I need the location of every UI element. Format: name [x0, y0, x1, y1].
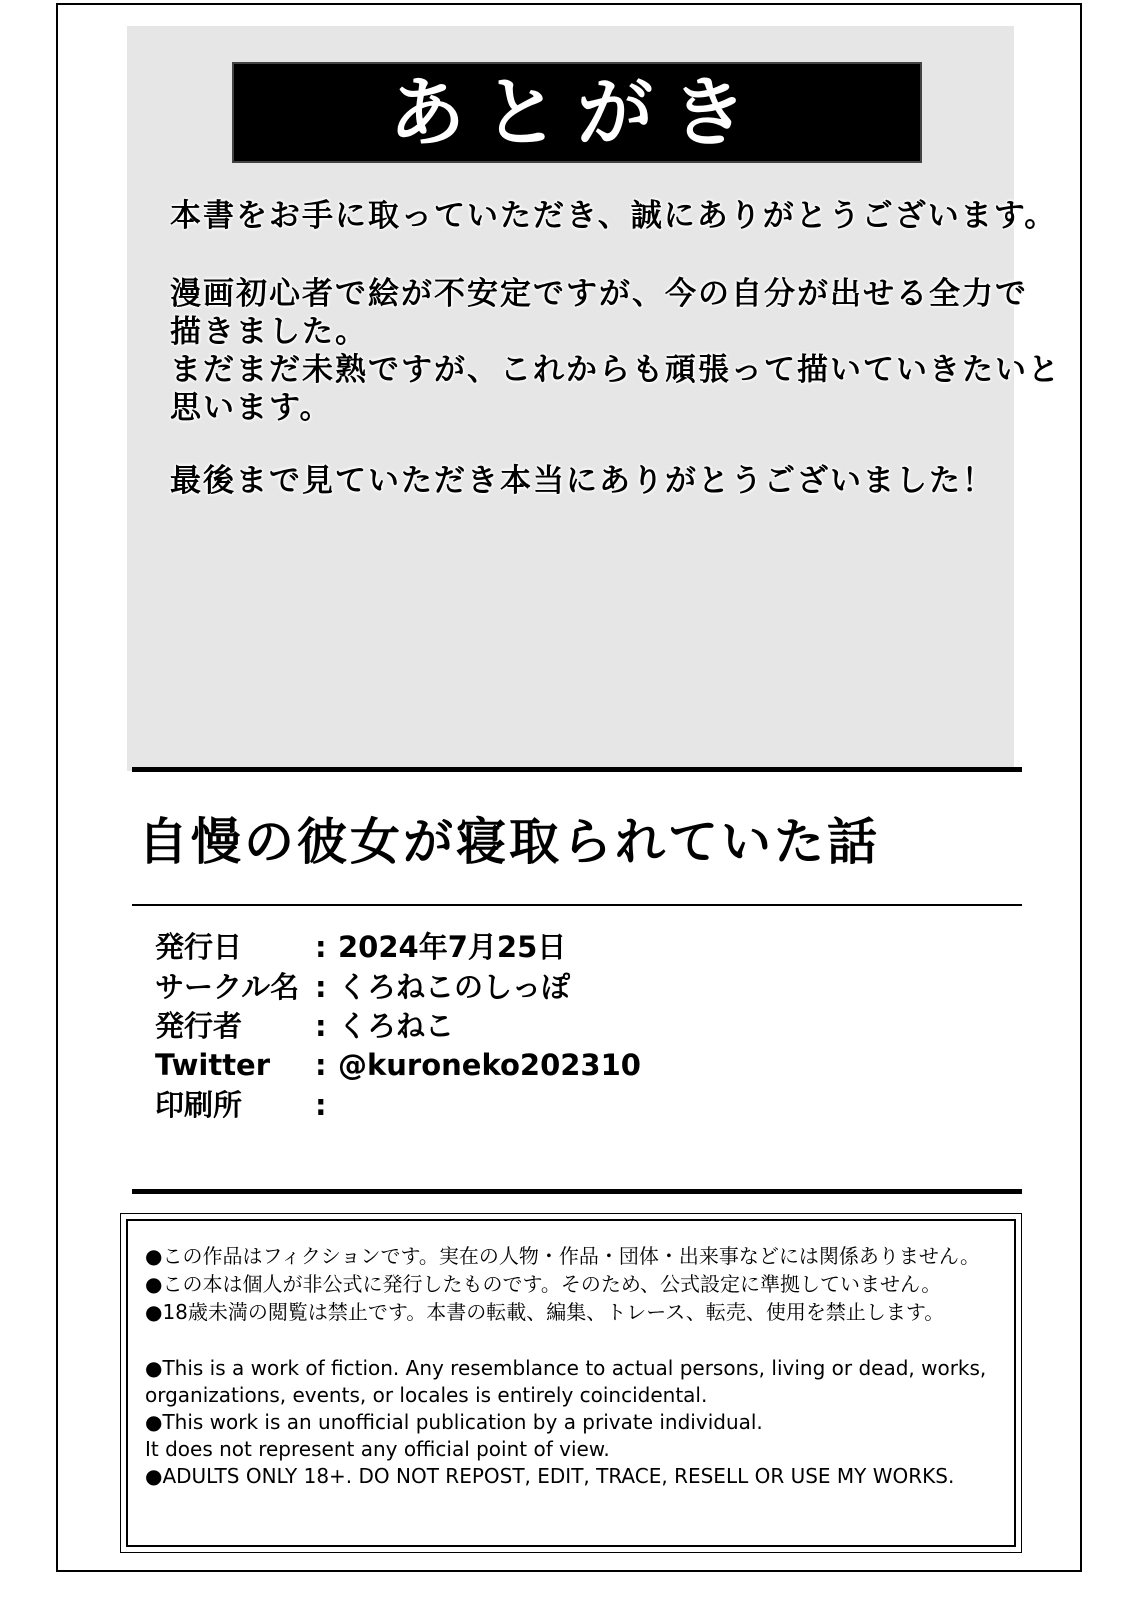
colophon-value: くろねこ [338, 1009, 455, 1043]
colophon-label: 発行日 [155, 930, 243, 964]
notice-line: ●この作品はフィクションです。実在の人物・作品・団体・出来事などには関係ありません。 [145, 1244, 981, 1268]
afterword-title: あとがき [389, 67, 765, 157]
colophon-separator: : [315, 1048, 327, 1082]
colophon-separator: : [315, 930, 327, 964]
notice-line: ●This work is an unofficial publication by a private individual. [145, 1410, 763, 1434]
afterword-line-thanks: 本書をお手に取っていただき、誠にありがとうございます。 [170, 198, 1058, 234]
colophon-label: サークル名 [155, 970, 300, 1004]
colophon-separator: : [315, 1088, 327, 1122]
afterword-line-drew: 描きました。 [170, 314, 368, 350]
notice-line: ●This is a work of fiction. Any resemblance to actual persons, living or dead, works, [145, 1356, 987, 1380]
colophon-value: 2024年7月25日 [338, 930, 567, 964]
colophon-separator: : [315, 1009, 327, 1043]
afterword-line-closing: 最後まで見ていただき本当にありがとうございました！ [170, 463, 995, 499]
notice-line: It does not represent any official point of view. [145, 1437, 610, 1461]
book-title: 自慢の彼女が寝取られていた話 [138, 813, 880, 871]
afterword-line-continue: まだまだ未熟ですが、これからも頑張って描いていきたいと [170, 352, 1061, 388]
divider-bottom [132, 1189, 1022, 1194]
notice-line: ●この本は個人が非公式に発行したものです。そのため、公式設定に準拠していません。 [145, 1272, 942, 1296]
divider-top [132, 767, 1022, 772]
afterword-banner [232, 62, 922, 163]
colophon-label: 印刷所 [155, 1088, 243, 1122]
afterword-line-effort: 漫画初心者で絵が不安定ですが、今の自分が出せる全力で [170, 276, 1028, 312]
notice-line: organizations, events, or locales is entirely coincidental. [145, 1383, 708, 1407]
divider-title [132, 904, 1022, 906]
notice-line: ●18歳未満の閲覧は禁止です。本書の転載、編集、トレース、転売、使用を禁止します。 [145, 1300, 945, 1324]
twitter-handle: @kuroneko202310 [338, 1048, 641, 1082]
colophon-label: 発行者 [155, 1009, 243, 1043]
colophon-value: くろねこのしっぽ [338, 970, 571, 1004]
colophon-label: Twitter [155, 1048, 271, 1082]
notice-line: ●ADULTS ONLY 18+. DO NOT REPOST, EDIT, TRACE, RESELL OR USE MY WORKS. [145, 1464, 955, 1488]
afterword-line-think: 思います。 [170, 390, 333, 426]
colophon-separator: : [315, 970, 327, 1004]
